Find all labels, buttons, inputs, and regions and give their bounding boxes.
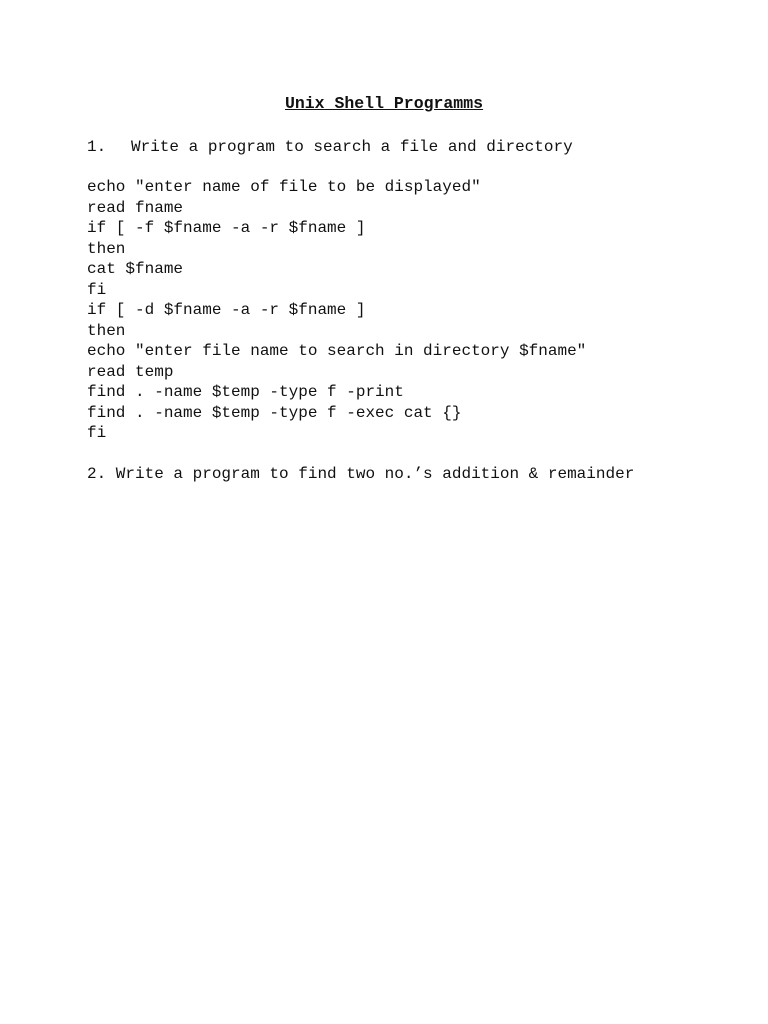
code-line: find . -name $temp -type f -exec cat {} <box>87 403 462 422</box>
document-title: Unix Shell Programms <box>284 94 484 113</box>
code-block <box>87 177 586 444</box>
question-1-text: Write a program to search a file and directory <box>131 138 573 156</box>
question-1 <box>87 136 573 158</box>
code-line: then <box>87 239 126 258</box>
code-line: fi <box>87 424 107 442</box>
code-line: fi <box>87 280 107 299</box>
code-line: echo "enter file name to search in directory $fname" <box>87 342 587 360</box>
code-line: find . -name $temp -type f -print <box>87 383 404 401</box>
code-line: echo "enter name of file to be displayed" <box>87 178 481 196</box>
code-line: read temp <box>87 362 174 381</box>
code-line: then <box>87 321 126 340</box>
code-line: if [ -d $fname -a -r $fname ] <box>87 301 366 319</box>
question-2: 2. Write a program to find two no.’s addition & remainder <box>87 465 635 483</box>
code-line: read fname <box>87 198 184 217</box>
question-1-number: 1. <box>87 138 107 156</box>
code-line: if [ -f $fname -a -r $fname ] <box>87 219 366 237</box>
code-line: cat $fname <box>87 260 184 278</box>
